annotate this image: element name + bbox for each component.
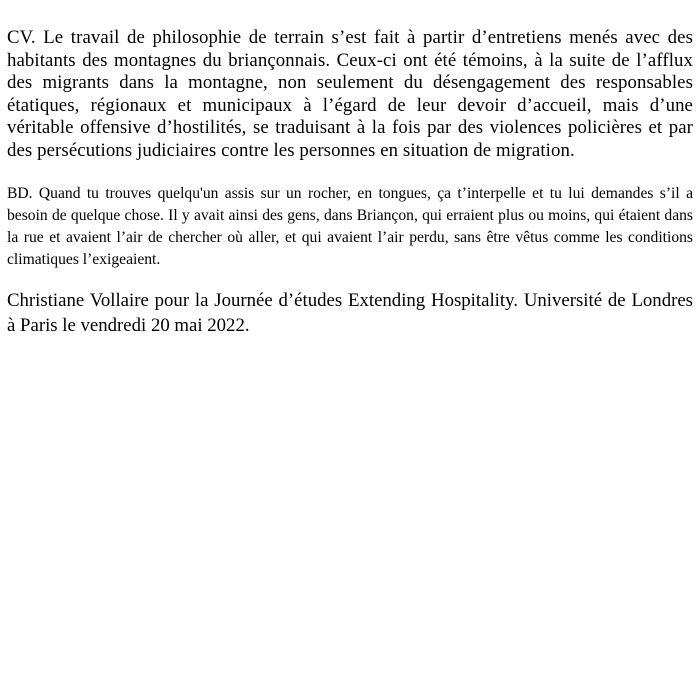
- paragraph-attribution: Christiane Vollaire pour la Journée d’études Extending Hospitality. Université de Londres à Paris le vendredi 20 mai 2022.: [7, 290, 693, 337]
- paragraph-bd-quote: BD. Quand tu trouves quelqu'un assis sur un rocher, en tongues, ça t’interpelle et tu lui demandes s’il a besoin de quelque chose. Il y avait ainsi des gens, dans Briançon, qui erraient plus ou moins, qui étaient dans la rue et avaient l’air de chercher où aller, et qui avaient l’air perdu, sans être vêtus comme les conditions climatiques l’exigeaient.: [7, 184, 693, 269]
- document-page: [7, 0, 693, 338]
- paragraph-cv-statement: CV. Le travail de philosophie de terrain s’est fait à partir d’entretiens menés avec des habitants des montagnes du briançonnais. Ceux-ci ont été témoins, à la suite de l’afflux des migrants dans la montagne, non seulement du désengagement des responsables étatiques, régionaux et municipaux à l’égard de leur devoir d’accueil, mais d’une véritable offensive d’hostilités, se traduisant à la fois par des violences policières et par des persécutions judiciaires contre les personnes en situation de migration.: [7, 27, 693, 161]
